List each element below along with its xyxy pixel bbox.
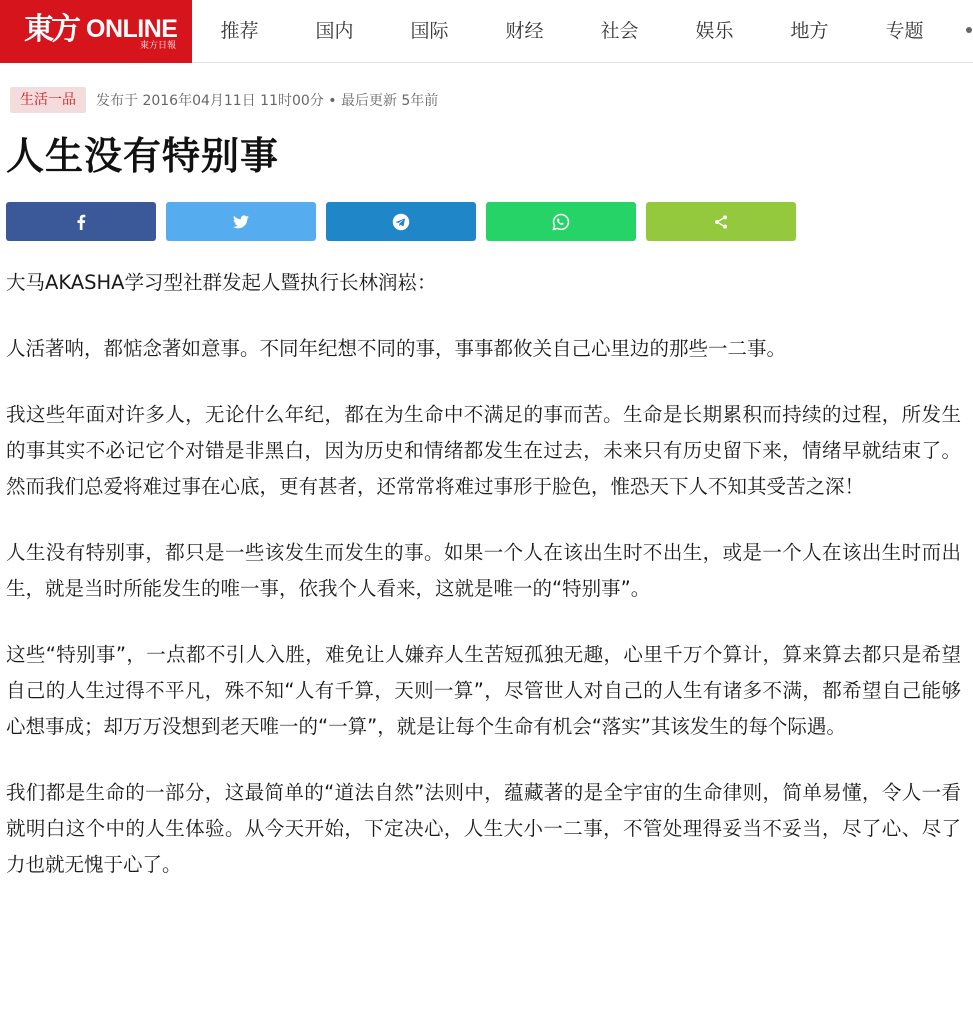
nav-item-entertainment[interactable]: 娱乐 bbox=[695, 20, 734, 42]
whatsapp-share-button[interactable] bbox=[486, 202, 636, 241]
category-tag[interactable]: 生活一品 bbox=[10, 87, 86, 113]
twitter-icon bbox=[233, 215, 249, 229]
telegram-share-button[interactable] bbox=[326, 202, 476, 241]
site-logo[interactable] bbox=[0, 0, 192, 63]
nav-item-local[interactable]: 地方 bbox=[790, 20, 829, 42]
top-navigation-bar bbox=[0, 0, 973, 63]
main-nav bbox=[192, 0, 952, 63]
logo-chinese-text: 東方 bbox=[24, 12, 78, 47]
nav-item-domestic[interactable]: 国内 bbox=[315, 20, 354, 42]
share-bar bbox=[6, 202, 806, 241]
facebook-icon bbox=[76, 214, 86, 230]
article-paragraph: 人生没有特别事，都只是一些该发生而发生的事。如果一个人在该出生时不出生，或是一个人在该出生时而出生，就是当时所能发生的唯一事，依我个人看来，这就是唯一的“特别事”。 bbox=[6, 541, 961, 600]
article-paragraph: 我们都是生命的一部分，这最简单的“道法自然”法则中，蕴藏著的是全宇宙的生命律则，简单易懂，令人一看就明白这个中的人生体验。从今天开始，下定决心，人生大小一二事，不管处理得妥当不妥当，尽了心、尽了力也就无愧于心了。 bbox=[6, 781, 961, 876]
article-body bbox=[6, 265, 961, 913]
article-paragraph: 人活著呐，都惦念著如意事。不同年纪想不同的事，事事都攸关自己心里边的那些一二事。 bbox=[6, 337, 787, 360]
nav-item-society[interactable]: 社会 bbox=[600, 20, 639, 42]
article-paragraph: 这些“特别事”，一点都不引人入胜，难免让人嫌弃人生苦短孤独无趣，心里千万个算计，算来算去都只是希望自己的人生过得不平凡，殊不知“人有千算，天则一算”，尽管世人对自己的人生有诸多不满，都希望自己能够心想事成；却万万没想到老天唯一的“一算”，就是让每个生命有机会“落实”其该发生的每个际遇。 bbox=[6, 643, 961, 738]
article-paragraph: 我这些年面对许多人，无论什么年纪，都在为生命中不满足的事而苦。生命是长期累积而持续的过程，所发生的事其实不必记它个对错是非黑白，因为历史和情绪都发生在过去，未来只有历史留下来，情绪早就结束了。然而我们总爱将难过事在心底，更有甚者，还常常将难过事形于脸色，惟恐天下人不知其受苦之深！ bbox=[6, 403, 961, 498]
nav-item-recommended[interactable]: 推荐 bbox=[220, 20, 259, 42]
generic-share-button[interactable] bbox=[646, 202, 796, 241]
facebook-share-button[interactable] bbox=[6, 202, 156, 241]
article-paragraph-author: 大马AKASHA学习型社群发起人暨执行长林润崧： bbox=[6, 271, 437, 294]
twitter-share-button[interactable] bbox=[166, 202, 316, 241]
nav-item-topics[interactable]: 专题 bbox=[885, 20, 924, 42]
article-title: 人生没有特别事 bbox=[6, 134, 280, 178]
nav-item-international[interactable]: 国际 bbox=[410, 20, 449, 42]
nav-item-finance[interactable]: 财经 bbox=[505, 20, 544, 42]
publish-info: 发布于 2016年04月11日 11时00分 • 最后更新 5年前 bbox=[96, 93, 439, 109]
telegram-icon bbox=[392, 213, 410, 231]
more-dots-icon[interactable] bbox=[966, 27, 972, 33]
article-meta bbox=[10, 87, 438, 113]
logo-english-text: ONLINE bbox=[86, 15, 178, 43]
share-icon bbox=[713, 214, 729, 230]
logo-subtitle: 東方日報 bbox=[140, 41, 177, 51]
whatsapp-icon bbox=[552, 213, 570, 231]
